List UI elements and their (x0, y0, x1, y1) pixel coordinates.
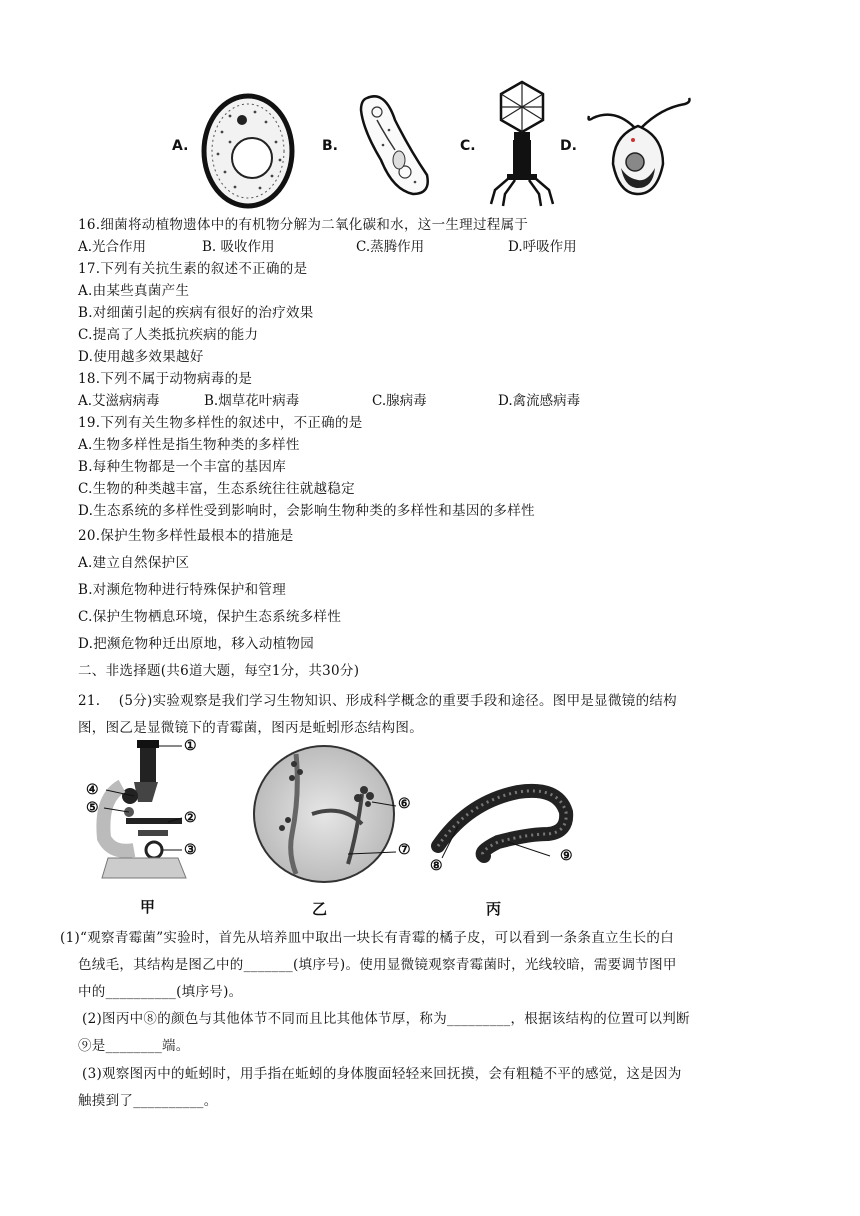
caption-bing: 丙 (486, 900, 502, 918)
marker-2: ② (184, 810, 197, 826)
option-b: B. 吸收作用 (202, 239, 275, 255)
option-b: B.对细菌引起的疾病有很好的治疗效果 (78, 305, 314, 321)
section-title: 二、非选择题(共6道大题，每空1分，共30分) (78, 663, 360, 679)
marker-1: ① (184, 738, 197, 754)
sub-question-3-line-2: 触摸到了__________。 (78, 1093, 218, 1109)
option-a: A.光合作用 (78, 239, 147, 255)
question-stem-line-2: 图，图乙是显微镜下的青霉菌，图丙是蚯蚓形态结构图。 (78, 720, 423, 736)
figure-label-d: D. (560, 138, 577, 154)
option-c: C.生物的种类越丰富，生态系统往往就越稳定 (78, 481, 355, 497)
question-stem: 16.细菌将动植物遗体中的有机物分解为二氧化碳和水，这一生理过程属于 (78, 217, 529, 233)
option-d: D.使用越多效果越好 (78, 349, 204, 365)
option-a: A.建立自然保护区 (78, 555, 190, 571)
marker-7: ⑦ (398, 842, 411, 858)
sub-question-1-line-2: 色绒毛，其结构是图乙中的_______(填序号)。使用显微镜观察青霉菌时，光线较暗，需要调节图甲 (78, 957, 677, 973)
marker-6: ⑥ (398, 796, 411, 812)
marker-8: ⑧ (430, 858, 443, 874)
sub-question-2-line-1: (2)图丙中⑧的颜色与其他体节不同而且比其他体节厚，称为_________，根据该结构的位置可以判断 (82, 1011, 690, 1027)
sub-question-2-line-2: ⑨是________端。 (78, 1038, 190, 1054)
option-a: A.由某些真菌产生 (78, 283, 190, 299)
option-c: C.腺病毒 (372, 393, 427, 409)
chlamydomonas-illustration (585, 88, 695, 200)
option-d: D.呼吸作用 (508, 239, 577, 255)
option-c: C.提高了人类抵抗疾病的能力 (78, 327, 259, 343)
question-stem: 19.下列有关生物多样性的叙述中，不正确的是 (78, 415, 363, 431)
question-stem: 17.下列有关抗生素的叙述不正确的是 (78, 261, 308, 277)
sub-question-3-line-1: (3)观察图丙中的蚯蚓时，用手指在蚯蚓的身体腹面轻轻来回抚摸，会有粗糙不平的感觉，这是因为 (82, 1066, 682, 1082)
option-a: A.艾滋病病毒 (78, 393, 160, 409)
question-stem-line-1: 21. (5分)实验观察是我们学习生物知识、形成科学概念的重要手段和途径。图甲是显微镜的结构 (78, 693, 677, 709)
option-b: B.烟草花叶病毒 (204, 393, 300, 409)
question-stem: 20.保护生物多样性最根本的措施是 (78, 528, 294, 544)
yeast-cell-illustration (200, 92, 300, 210)
option-b: B.对濒危物种进行特殊保护和管理 (78, 582, 287, 598)
option-c: C.蒸腾作用 (356, 239, 425, 255)
option-b: B.每种生物都是一个丰富的基因库 (78, 459, 287, 475)
marker-3: ③ (184, 842, 197, 858)
question-stem: 18.下列不属于动物病毒的是 (78, 371, 253, 387)
caption-jia: 甲 (140, 898, 156, 916)
sub-question-1-line-1: (1)“观察青霉菌”实验时，首先从培养皿中取出一块长有青霉的橘子皮，可以看到一条条直立生长的白 (60, 930, 675, 946)
marker-9: ⑨ (560, 848, 573, 864)
sub-question-1-line-3: 中的__________(填序号)。 (78, 984, 243, 1000)
option-d: D.生态系统的多样性受到影响时，会影响生物种类的多样性和基因的多样性 (78, 503, 535, 519)
marker-4: ④ (86, 782, 99, 798)
option-c: C.保护生物栖息环境，保护生态系统多样性 (78, 609, 342, 625)
earthworm-illustration (428, 772, 578, 872)
figure-label-a: A. (172, 138, 189, 154)
bacteriophage-illustration (487, 78, 557, 208)
option-d: D.禽流感病毒 (498, 393, 581, 409)
paramecium-illustration (355, 90, 435, 200)
marker-5: ⑤ (86, 800, 99, 816)
option-a: A.生物多样性是指生物种类的多样性 (78, 437, 300, 453)
penicillium-illustration (252, 744, 402, 886)
option-d: D.把濒危物种迁出原地，移入动植物园 (78, 636, 315, 652)
caption-yi: 乙 (312, 900, 328, 918)
figure-label-c: C. (460, 138, 476, 154)
figure-label-b: B. (322, 138, 338, 154)
